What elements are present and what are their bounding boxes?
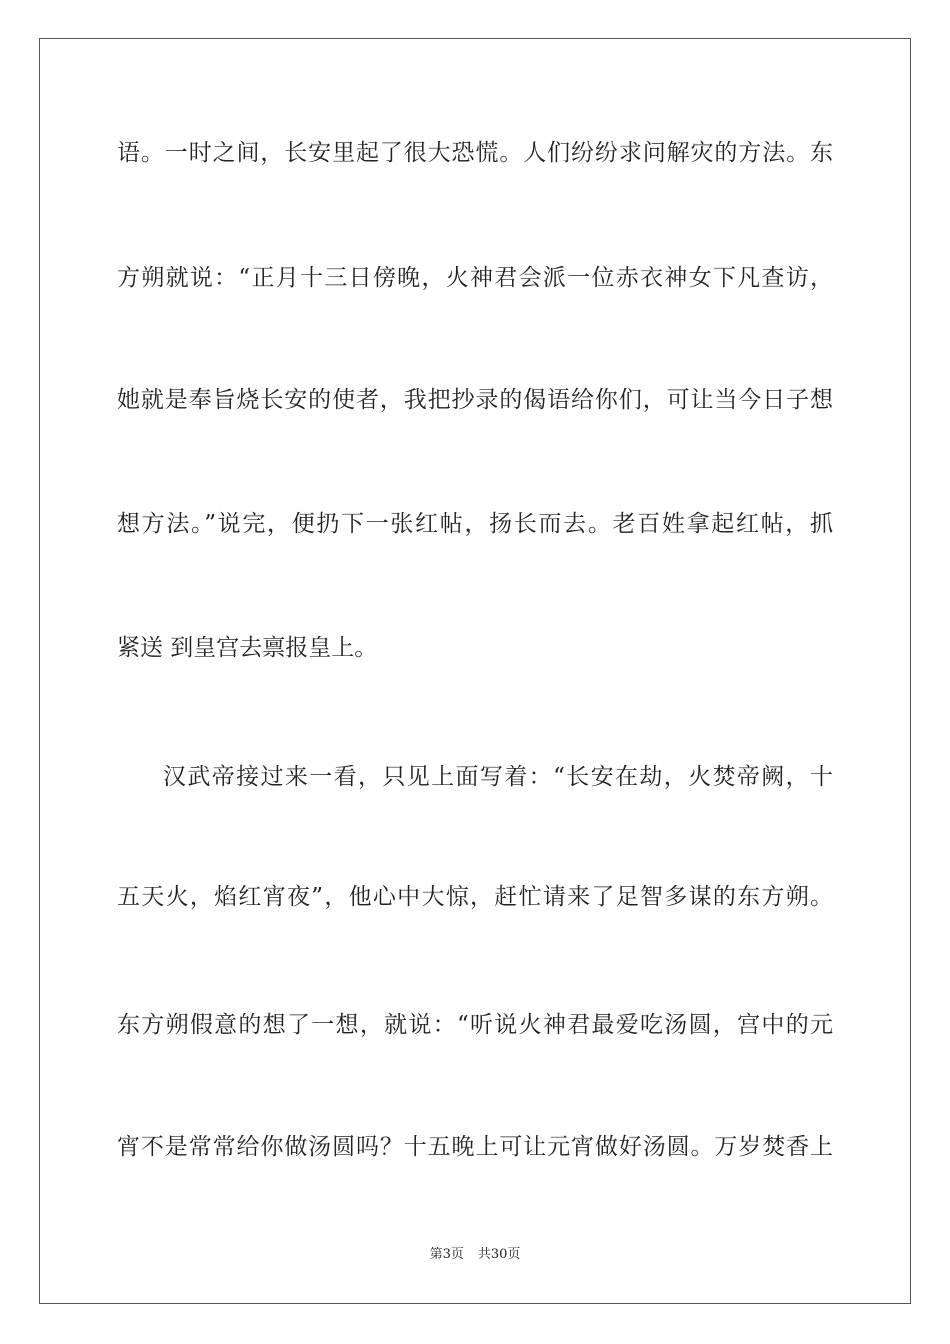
text-line-6: 汉武帝接过来一看，只见上面写着：“长安在劫，火焚帝阙，十 (163, 764, 833, 790)
text-line-3: 她就是奉旨烧长安的使者，我把抄录的偈语给你们，可让当今日子想 (117, 387, 833, 413)
page-total: 共30页 (477, 1247, 521, 1262)
text-line-8: 东方朔假意的想了一想，就说：“听说火神君最爱吃汤圆，宫中的元 (117, 1012, 833, 1038)
text-line-5: 紧送 到皇宫去禀报皇上。 (117, 635, 378, 661)
text-line-2: 方朔就说：“正月十三日傍晚，火神君会派一位赤衣神女下凡查访， (117, 265, 833, 291)
page-footer (0, 1246, 950, 1264)
text-line-7: 五天火，焰红宵夜”，他心中大惊，赶忙请来了足智多谋的东方朔。 (117, 884, 833, 910)
page-frame (39, 38, 911, 1304)
page-number: 第3页 (429, 1247, 464, 1262)
text-line-4: 想方法。”说完，便扔下一张红帖，扬长而去。老百姓拿起红帖，抓 (117, 511, 833, 537)
text-line-1: 语。一时之间，长安里起了很大恐慌。人们纷纷求问解灾的方法。东 (117, 140, 833, 166)
text-line-9: 宵不是常常给你做汤圆吗？十五晚上可让元宵做好汤圆。万岁焚香上 (117, 1134, 833, 1160)
